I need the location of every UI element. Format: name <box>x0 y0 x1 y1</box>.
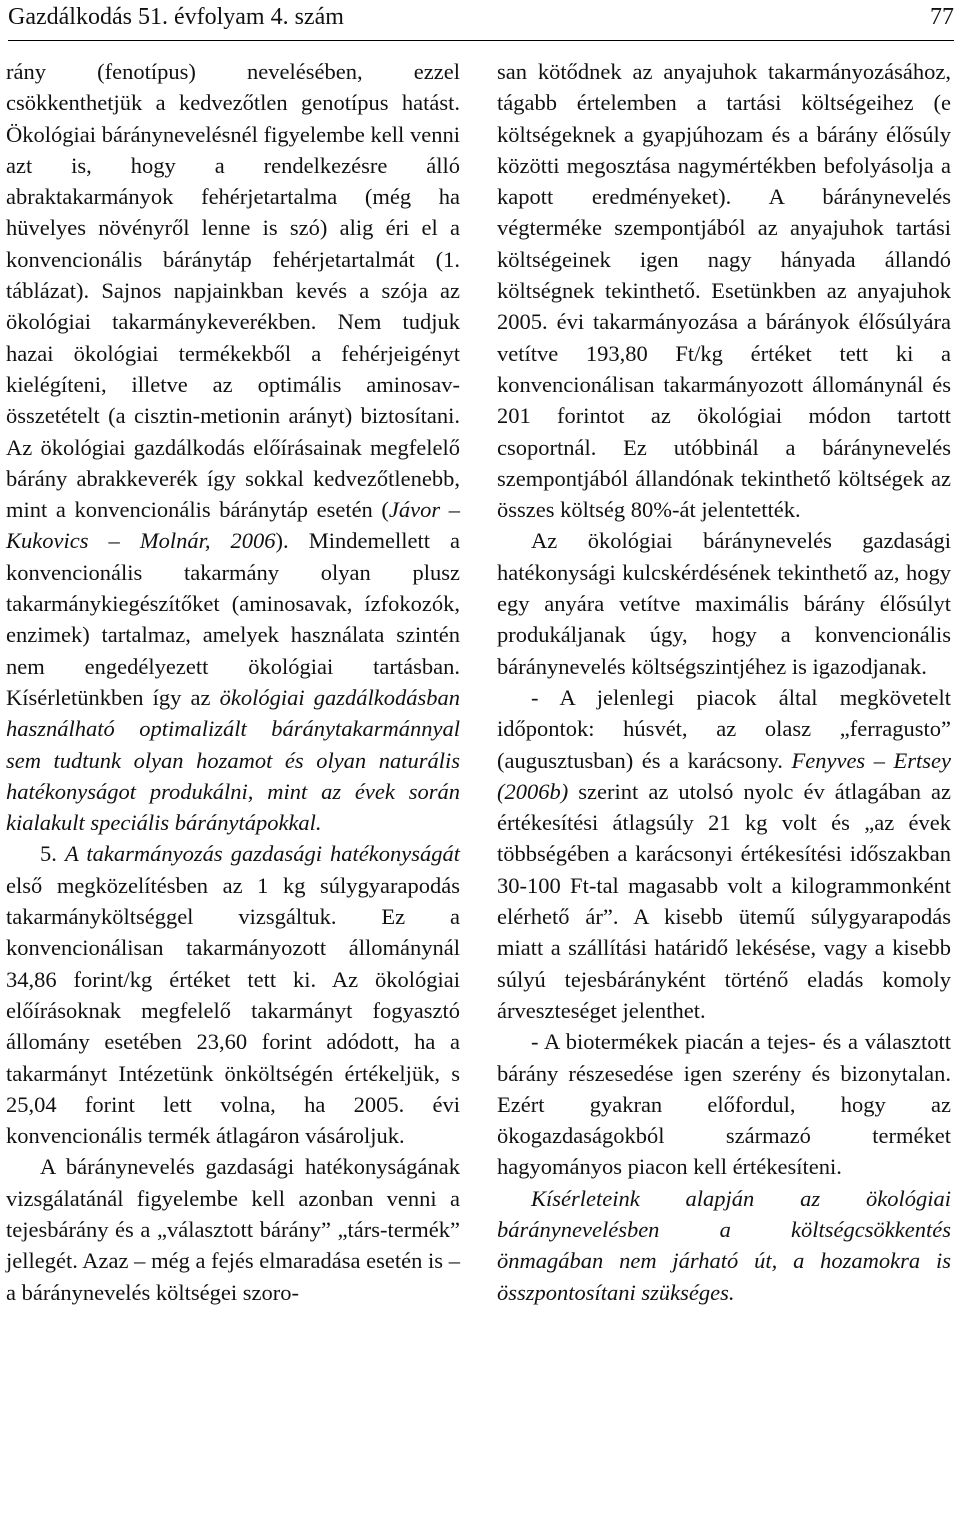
left-p1-text-b: ). Mindemellett a konvencionális takarmány olyan plusz takarmánykiegészítőket (aminosavak, ízfokozók, enzimek) tartalmaz, amelyek használata szintén nem engedélyezett ökológiai tartásban. Kísérletünkben így az <box>6 528 460 710</box>
right-conclusion: Kísérleteink alapján az ökológiai báránynevelésben a költségcsökkentés önmagában nem járható út, a hozamokra is összpontosítani szükséges. <box>497 1185 951 1305</box>
left-paragraph-3: A báránynevelés gazdasági hatékonyságának vizsgálatánál figyelembe kell azonban venni a tejesbárány és a „választott bárány” „társ-termék” jellegét. Azaz – még a fejés elmaradása esetén is – a báránynevelés költségei szoro- <box>6 1154 460 1305</box>
left-column <box>6 56 460 1308</box>
right-paragraph-1: san kötődnek az anyajuhok takarmányozásához, tágabb értelemben a tartási költségeihez (e költségeknek a gyapjúhozam és a bárány élősúly közötti megosztása nagymértékben befolyásolja a kapott eredményeket). A báránynevelés végterméke szempontjából az anyajuhok tartási költségeinek igen nagy hányada állandó költségnek tekinthető. Esetünkben az anyajuhok 2005. évi takarmányozása a bárányok élősúlyára vetítve 193,80 Ft/kg értéket tett ki a konvencionálisan takarmányozott állománynál és 201 forintot az ökológiai módon tartott csoportnál. Ez utóbbinál a báránynevelés szempontjából állandónak tekinthető költségek az összes költség 80%-át jelentették. <box>497 59 951 523</box>
left-p2-number: 5. <box>40 841 65 867</box>
right-paragraph-5 <box>497 1183 951 1308</box>
left-p2-emphasis: A takarmányozás gazdasági hatékonyságát <box>64 841 460 867</box>
left-p1-emphasis: ökológiai gazdálkodásban használható optimalizált báránytakarmánnyal sem tudtunk olyan hozamot és olyan naturális hatékonyságot produkálni, mint az évek során kialakult speciális báránytápokkal. <box>6 684 460 836</box>
left-p2-text: első megközelítésben az 1 kg súlygyarapodás takarmányköltséggel vizsgáltuk. Ez a konvencionálisan takarmányozott állománynál 34,86 forint/kg értéket tett ki. Az ökológiai előírásoknak megfelelő takarmányt fogyasztó állomány esetében 23,60 forint adódott, ha a takarmányt Intézetünk önköltségén értékeljük, s 25,04 forint lett volna, ha 2005. évi konvencionális termék átlagáron vásároljuk. <box>6 872 460 1149</box>
right-column <box>497 56 951 1308</box>
right-paragraph-2: Az ökológiai báránynevelés gazdasági hatékonysági kulcskérdésének tekinthető az, hogy egy anyára vetítve maximális bárány élősúlyt produkáljanak úgy, hogy a konvencionális báránynevelés költségszintjéhez is igazodjanak. <box>497 528 951 679</box>
left-paragraph-2 <box>6 838 460 1151</box>
page-number: 77 <box>930 4 954 30</box>
right-p3-citation: Fenyves – Ertsey (2006b) <box>497 747 951 804</box>
journal-title: Gazdálkodás 51. évfolyam 4. szám <box>8 4 344 30</box>
left-paragraph-1 <box>6 56 460 838</box>
right-p3-text-a: - A jelenlegi piacok által megkövetelt időpontok: húsvét, az olasz „ferragusto” (augusztusban) és a karácsony. <box>497 684 951 773</box>
right-paragraph-4: - A biotermékek piacán a tejes- és a választott bárány részesedése igen szerény és bizonytalan. Ezért gyakran előfordul, hogy az ökogazdaságokból származó terméket hagyományos piacon kell értékesíteni. <box>497 1029 951 1180</box>
left-p1-text-a: rány (fenotípus) nevelésében, ezzel csökkenthetjük a kedvezőtlen genotípus hatást. Ökológiai báránynevelésnél figyelembe kell venni azt is, hogy a rendelkezésre álló abraktakarmányok fehérjetartalma (még ha hüvelyes növényről lenne is szó) alig éri el a konvencionális báránytáp fehérjetartalmát (1. táblázat). Sajnos napjainkban kevés a szója az ökológiai takarmánykeverékben. Nem tudjuk hazai ökológiai termékekből a fehérjeigényt kielégíteni, illetve az optimális aminosav-összetételt (a cisztin-metionin arányt) biztosítani. Az ökológiai gazdálkodás előírásainak megfelelő bárány abrakkeverék így sokkal kedvezőtlenebb, mint a konvencionális báránytáp esetén ( <box>6 59 460 523</box>
right-p3-text-b: szerint az utolsó nyolc év átlagában az értékesítési átlagsúly 21 kg volt és „az évek többségében a karácsonyi értékesítési időszakban 30-100 Ft-tal magasabb volt a kilogrammonként elérhető ár”. A kisebb ütemű súlygyarapodás miatt a szállítási határidő lekésése, vagy a kisebb súlyú tejesbárányként történő eladás komoly árveszteséget jelenthet. <box>497 778 951 1023</box>
left-p1-citation: Jávor – Kukovics – Molnár, 2006 <box>6 497 461 554</box>
page-header <box>8 0 954 41</box>
right-paragraph-3 <box>497 682 951 1026</box>
